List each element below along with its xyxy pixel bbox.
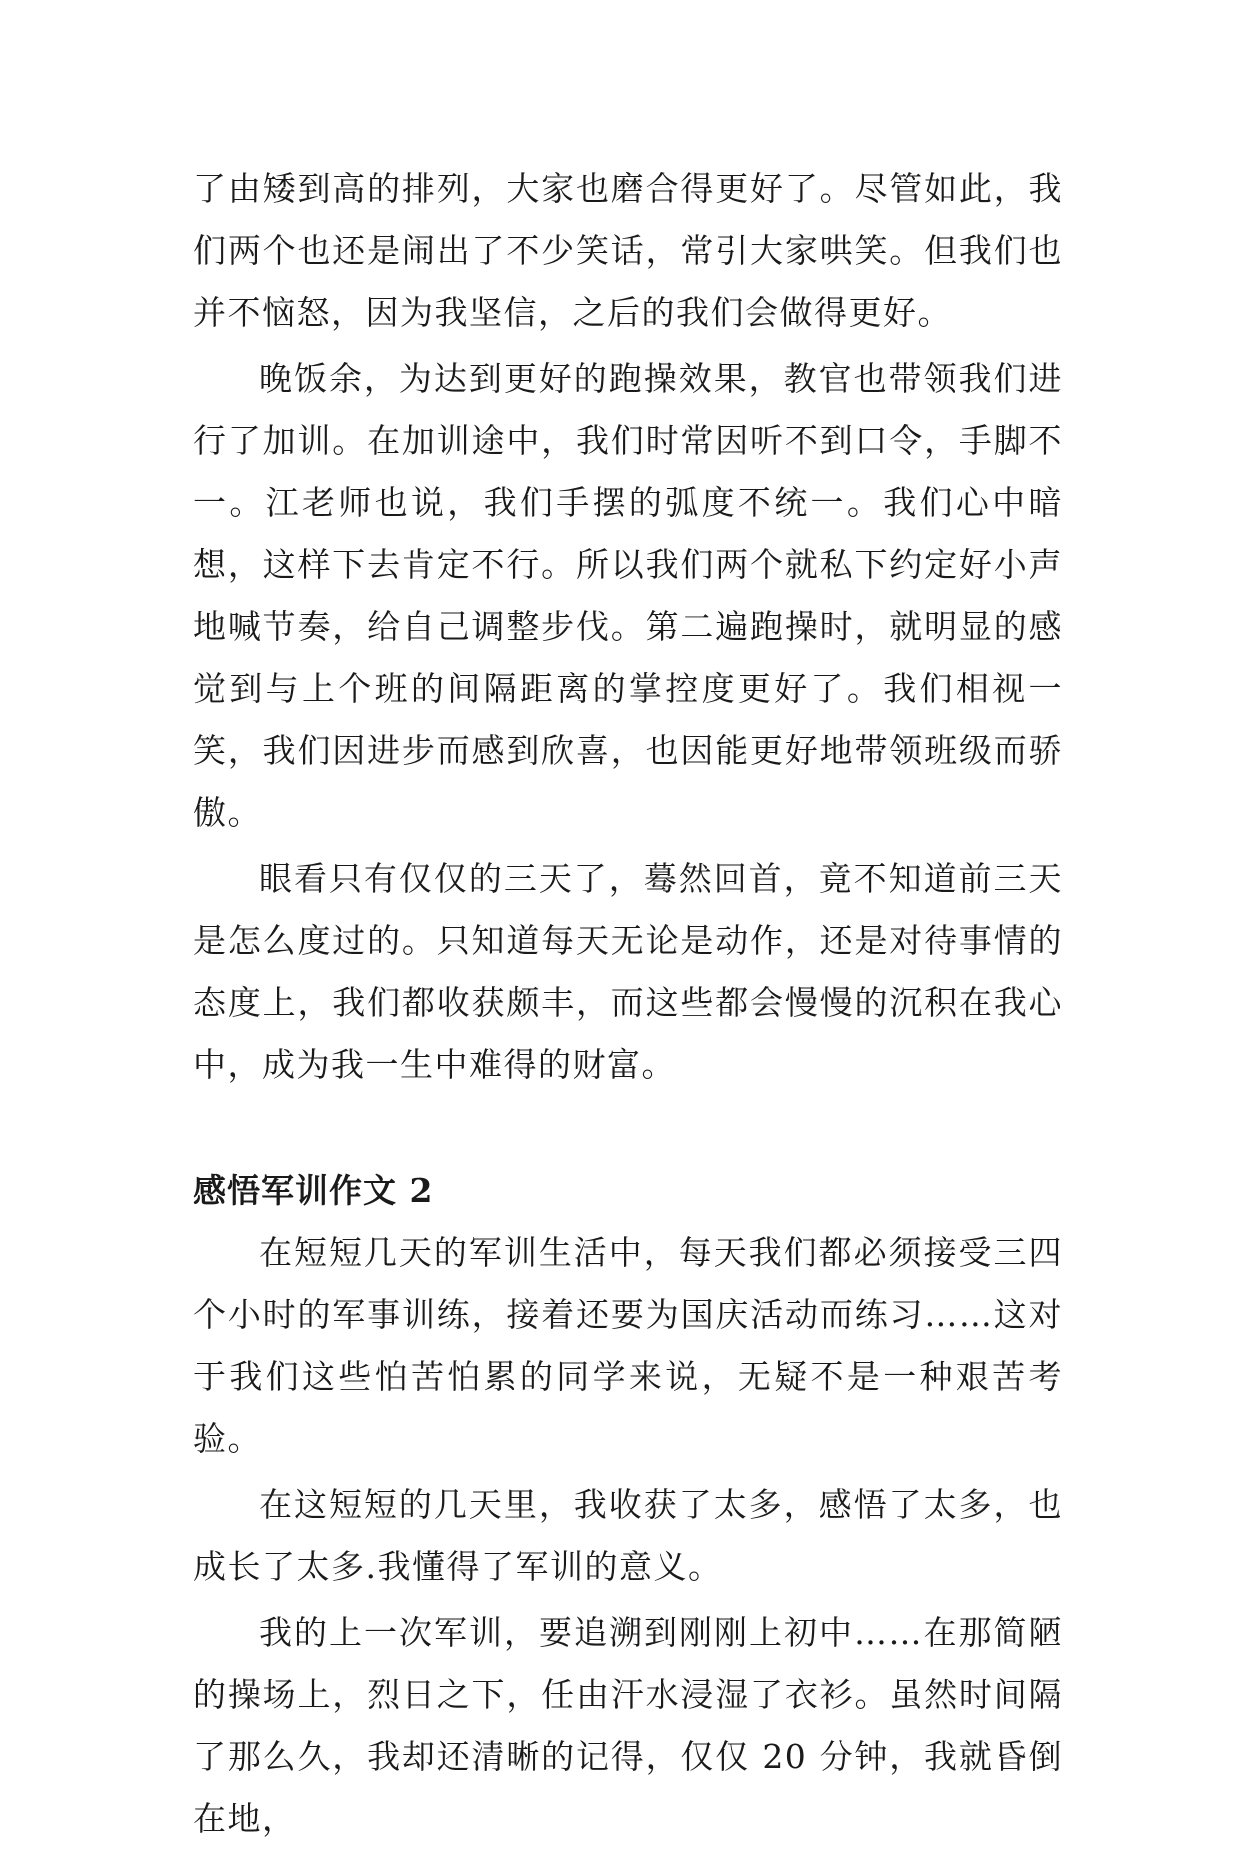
- paragraph-4: 在短短几天的军训生活中，每天我们都必须接受三四个小时的军事训练，接着还要为国庆活动而练习……这对于我们这些怕苦怕累的同学来说，无疑不是一种艰苦考验。: [193, 1233, 1063, 1458]
- paragraph-6: 我的上一次军训，要追溯到刚刚上初中……在那简陋的操场上，烈日之下，任由汗水浸湿了衣衫。虽然时间隔了那么久，我却还清晰的记得，仅仅 20 分钟，我就昏倒在地，: [193, 1613, 1063, 1838]
- document-page: [193, 158, 1063, 1850]
- paragraph-2: 晚饭余，为达到更好的跑操效果，教官也带领我们进行了加训。在加训途中，我们时常因听不到口令，手脚不一。江老师也说，我们手摆的弧度不统一。我们心中暗想，这样下去肯定不行。所以我们两个就私下约定好小声地喊节奏，给自己调整步伐。第二遍跑操时，就明显的感觉到与上个班的间隔距离的掌控度更好了。我们相视一笑，我们因进步而感到欣喜，也因能更好地带领班级而骄傲。: [193, 359, 1063, 832]
- paragraph-5: 在这短短的几天里，我收获了太多，感悟了太多，也成长了太多.我懂得了军训的意义。: [193, 1485, 1063, 1586]
- section-title: 感悟军训作文 2: [193, 1171, 434, 1210]
- paragraph-1: 了由矮到高的排列，大家也磨合得更好了。尽管如此，我们两个也还是闹出了不少笑话，常引大家哄笑。但我们也并不恼怒，因为我坚信，之后的我们会做得更好。: [193, 169, 1063, 332]
- paragraph-3: 眼看只有仅仅的三天了，蓦然回首，竟不知道前三天是怎么度过的。只知道每天无论是动作，还是对待事情的态度上，我们都收获颇丰，而这些都会慢慢的沉积在我心中，成为我一生中难得的财富。: [193, 859, 1063, 1084]
